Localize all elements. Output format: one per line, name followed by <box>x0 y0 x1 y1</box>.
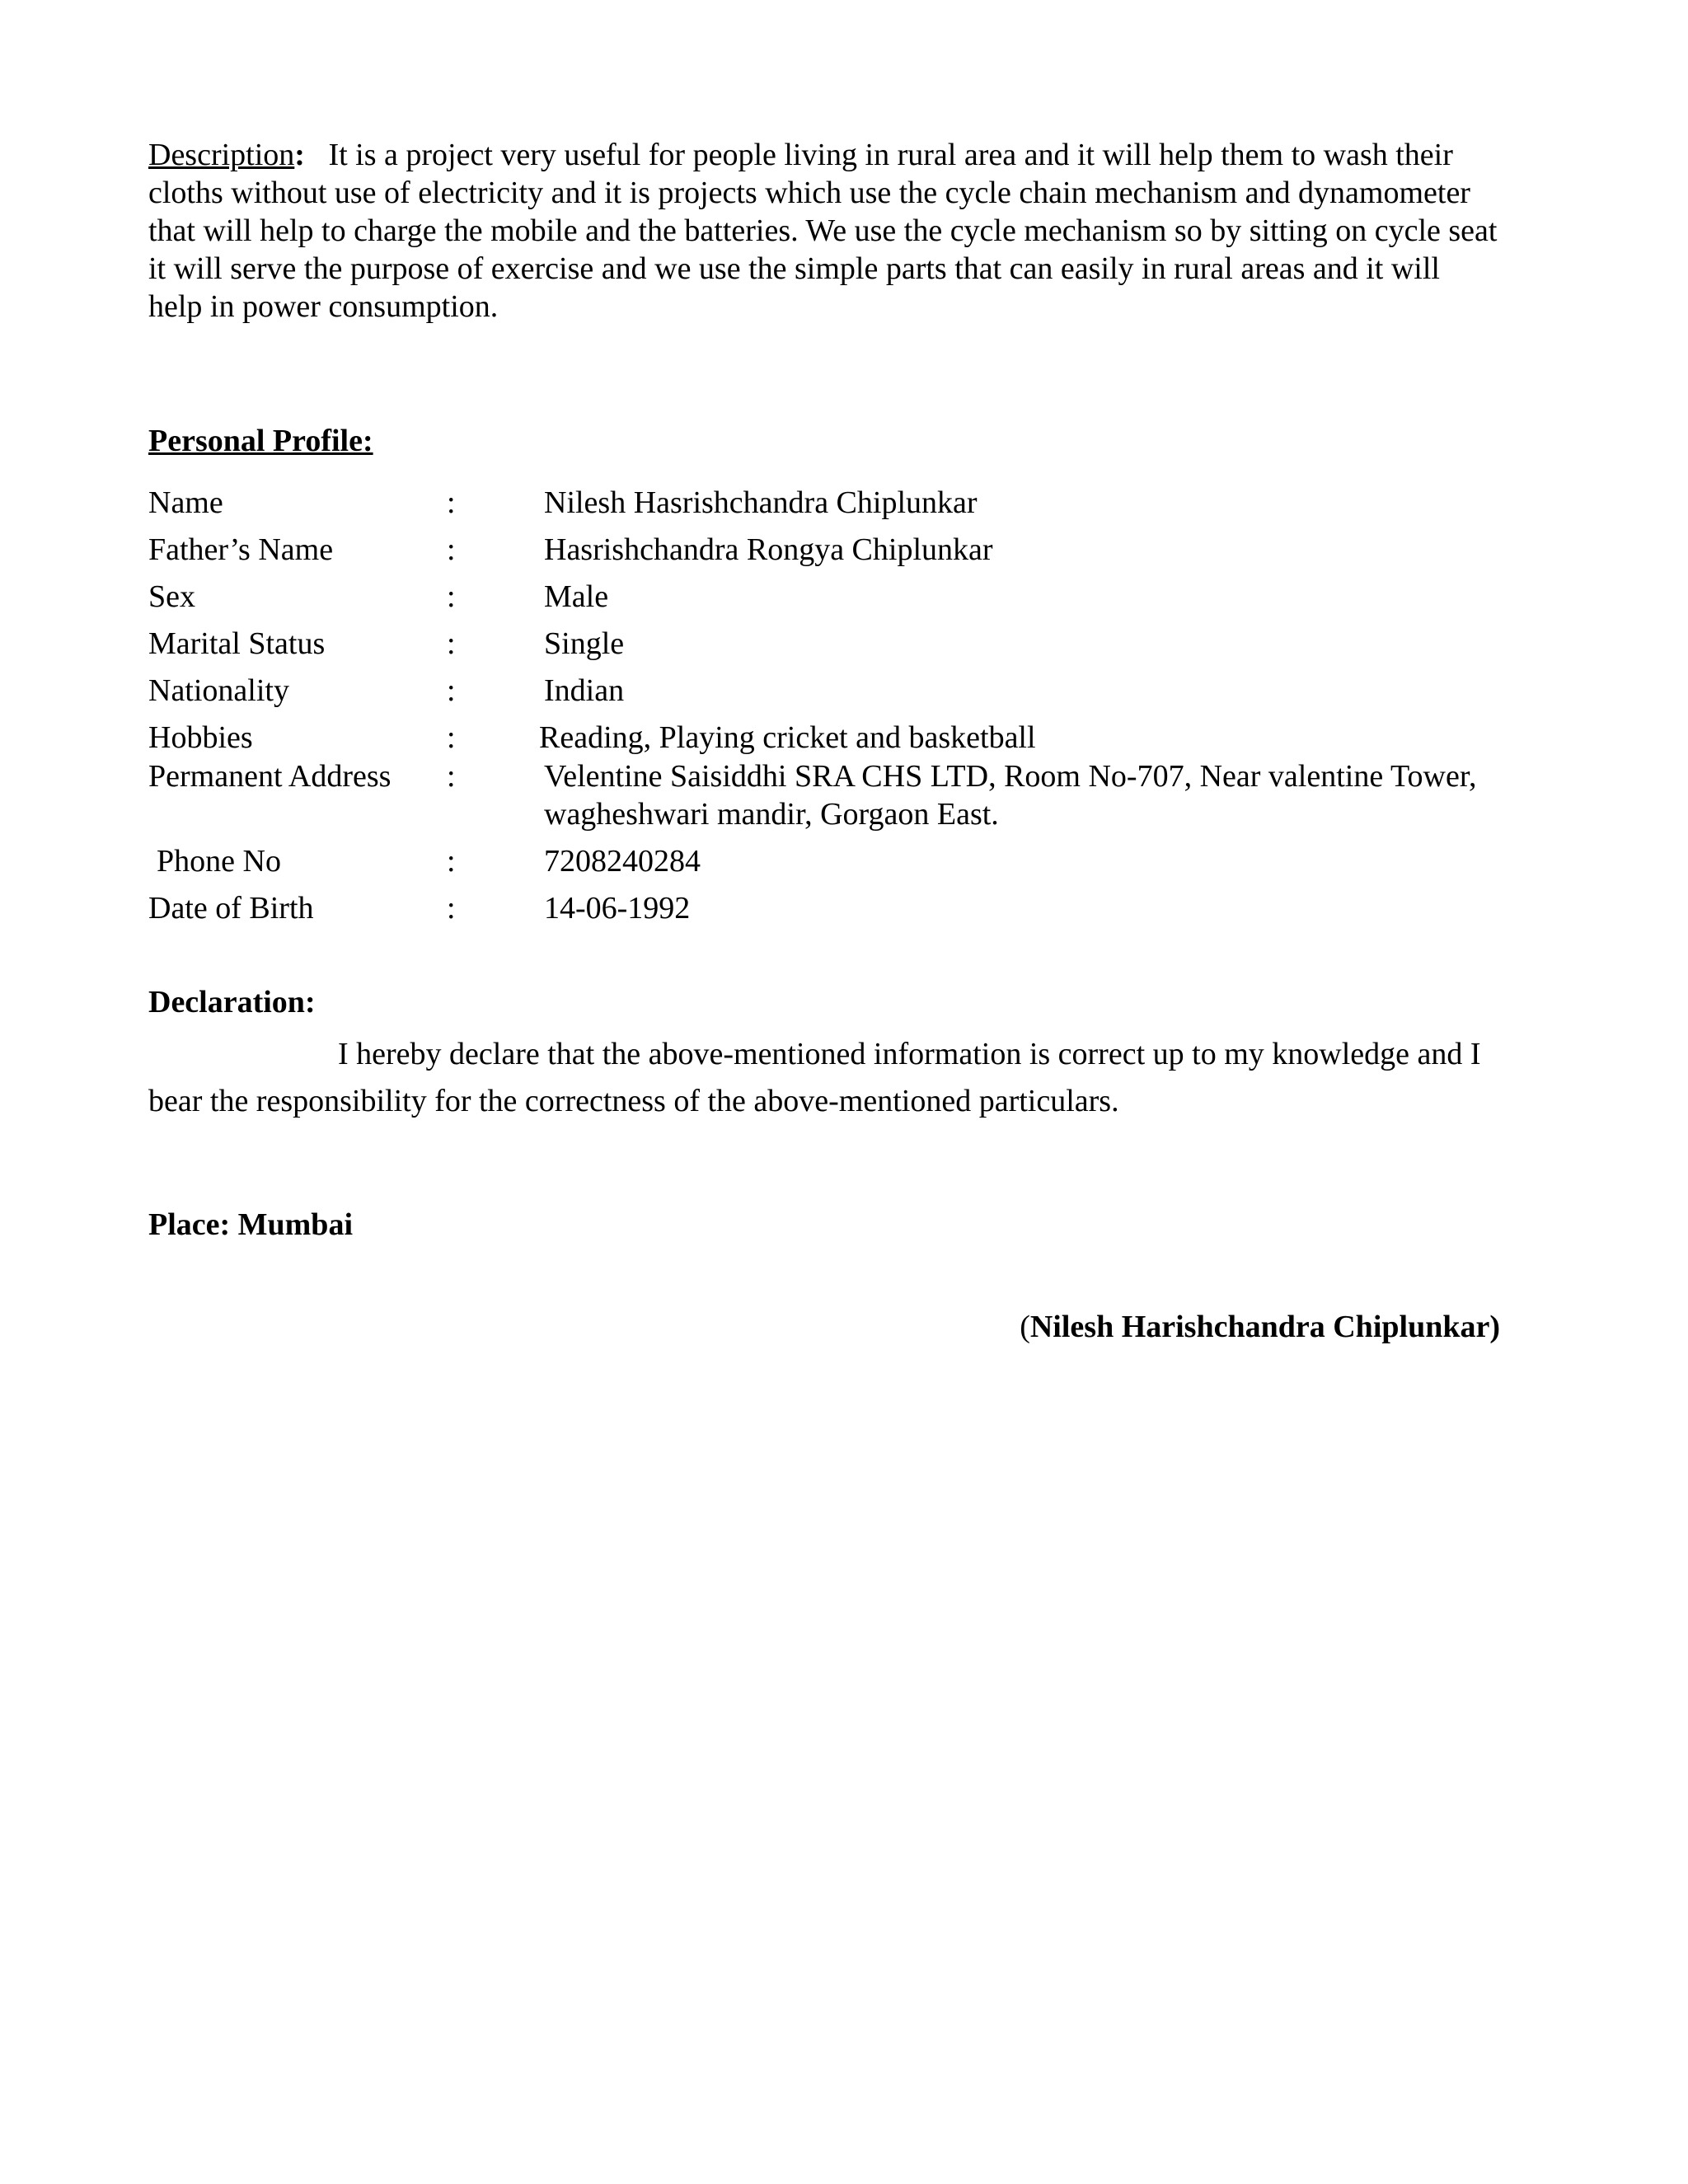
profile-row-phone-no <box>148 842 1500 889</box>
profile-separator: : <box>447 891 456 926</box>
profile-label: Nationality <box>148 673 289 708</box>
profile-label: Marital Status <box>148 626 326 661</box>
profile-separator: : <box>447 485 456 520</box>
profile-value: Nilesh Hasrishchandra Chiplunkar <box>544 485 978 520</box>
place-line: Place: Mumbai <box>148 1207 354 1242</box>
profile-label: Phone No <box>157 844 281 879</box>
profile-separator: : <box>447 579 456 614</box>
profile-separator: : <box>447 626 456 661</box>
resume-page <box>148 136 1500 1344</box>
profile-label: Hobbies <box>148 720 253 755</box>
description-text: It is a project very useful for people living in rural area and it will help them to wash their cloths without use of electricity and it is projects which use the cycle chain mechanism and dynamometer that will help to charge the mobile and the batteries. We use the cycle mechanism so by sitting on cycle seat it will serve the purpose of exercise and we use the simple parts that can easily in rural areas and it will help in power consumption. <box>148 138 1498 324</box>
description-colon: : <box>294 138 305 172</box>
profile-value: 7208240284 <box>544 844 701 879</box>
profile-value: Reading, Playing cricket and basketball <box>539 720 1036 755</box>
profile-separator: : <box>447 759 456 794</box>
profile-row-marital-status <box>148 625 1500 672</box>
profile-row-permanent-address <box>148 757 1500 842</box>
signature <box>1020 1308 1500 1346</box>
description-paragraph <box>148 136 1500 326</box>
profile-value: Indian <box>544 673 625 708</box>
profile-separator: : <box>447 844 456 879</box>
profile-label: Father’s Name <box>148 532 334 567</box>
profile-row-fathers-name <box>148 531 1500 578</box>
signature-open-paren: ( <box>1020 1310 1030 1344</box>
description-label: Description <box>148 138 295 172</box>
signature-name: Nilesh Harishchandra Chiplunkar) <box>1029 1310 1500 1344</box>
profile-separator: : <box>447 720 456 755</box>
profile-value: Male <box>544 579 609 614</box>
profile-separator: : <box>447 673 456 708</box>
profile-row-sex <box>148 578 1500 625</box>
personal-profile-heading: Personal Profile: <box>148 424 373 458</box>
profile-row-name <box>148 484 1500 531</box>
profile-row-hobbies <box>148 719 1500 757</box>
profile-value: 14-06-1992 <box>544 891 691 926</box>
profile-value: Hasrishchandra Rongya Chiplunkar <box>544 532 993 567</box>
profile-separator: : <box>447 532 456 567</box>
personal-profile-table <box>148 484 1500 936</box>
profile-value: Velentine Saisiddhi SRA CHS LTD, Room No-707, Near valentine Tower, wagheshwari mandir, Gorgaon East. <box>544 759 1477 832</box>
profile-label: Sex <box>148 579 195 614</box>
profile-row-date-of-birth <box>148 889 1500 936</box>
profile-label: Name <box>148 485 223 520</box>
profile-value: Single <box>544 626 625 661</box>
profile-label: Permanent Address <box>148 759 392 794</box>
profile-row-nationality <box>148 672 1500 719</box>
declaration-heading: Declaration: <box>148 985 316 1019</box>
declaration-text: I hereby declare that the above-mentioned information is correct up to my knowledge and I bear the responsibility for the correctness of the above-mentioned particulars. <box>148 1037 1481 1118</box>
profile-label: Date of Birth <box>148 891 314 926</box>
